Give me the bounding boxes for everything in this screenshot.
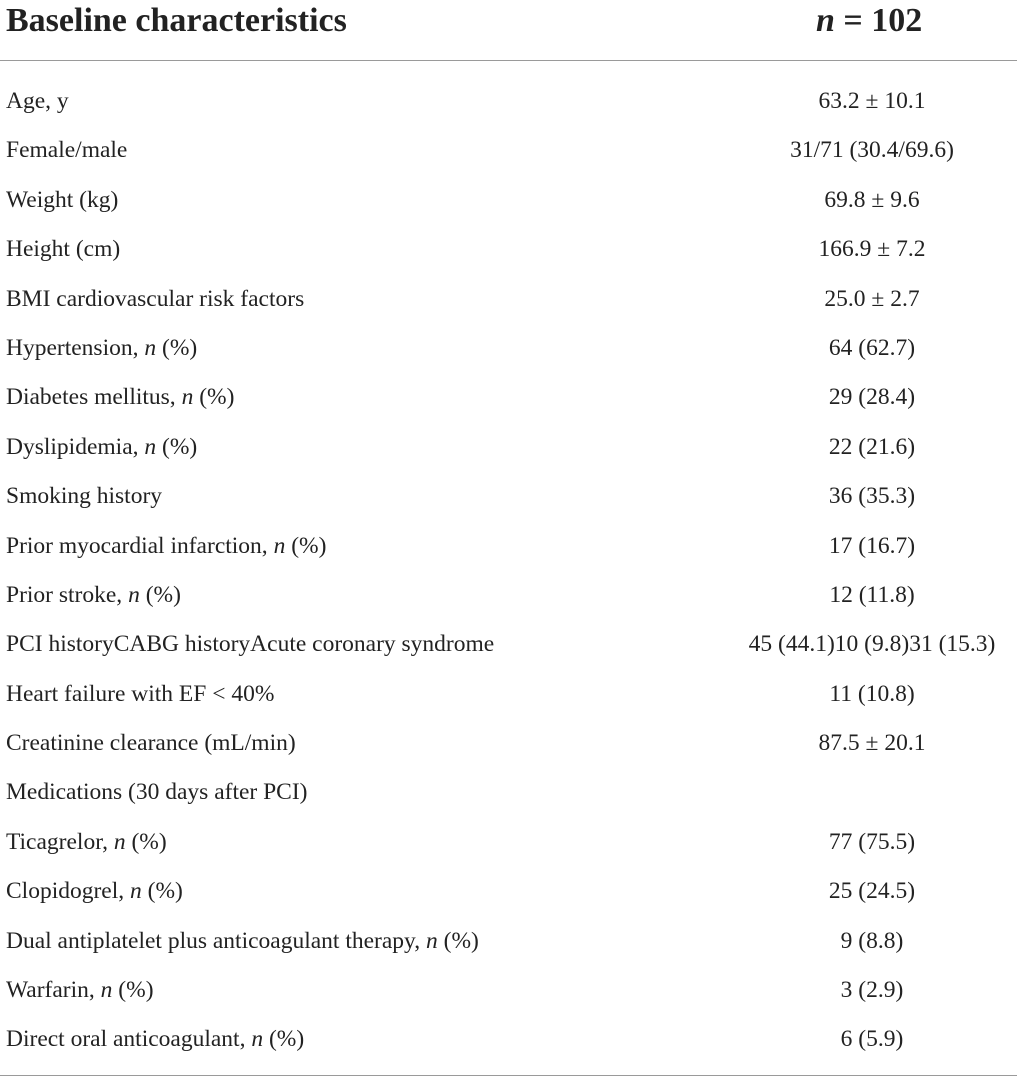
row-label-text: Dyslipidemia, <box>6 433 145 460</box>
row-label-n-symbol: n <box>144 334 157 361</box>
row-label <box>6 176 118 225</box>
row-label-suffix: (%) <box>125 828 167 855</box>
row-value: 9 (8.8) <box>840 927 904 954</box>
row-value: 63.2 ± 10.1 <box>818 88 926 114</box>
row-label-n-symbol: n <box>181 384 194 411</box>
row-value: 166.9 ± 7.2 <box>818 236 926 263</box>
n-symbol: n <box>816 2 835 39</box>
row-label <box>6 966 154 1015</box>
table-row <box>0 917 1017 966</box>
row-value: 31/71 (30.4/69.6) <box>790 137 954 164</box>
row-label <box>6 719 296 768</box>
table-row <box>0 670 1017 719</box>
row-label <box>6 522 326 571</box>
row-label <box>6 324 197 373</box>
row-label-text: Female/male <box>6 137 128 164</box>
table-row <box>0 571 1017 620</box>
row-value: 12 (11.8) <box>829 581 915 608</box>
row-label <box>6 225 120 274</box>
table-row <box>0 867 1017 916</box>
row-label <box>6 818 167 867</box>
column-header-characteristics: Baseline characteristics <box>6 2 347 39</box>
row-label-suffix: (%) <box>139 581 181 608</box>
table-row <box>0 423 1017 472</box>
table-row <box>0 126 1017 175</box>
row-value: 22 (21.6) <box>828 433 916 460</box>
row-value: 11 (10.8) <box>829 680 915 707</box>
row-label-suffix: (%) <box>141 878 183 905</box>
n-value: = 102 <box>843 2 923 39</box>
row-label-text: PCI historyCABG historyAcute coronary syndrome <box>6 631 495 658</box>
row-label <box>6 275 304 324</box>
row-value: 17 (16.7) <box>828 532 916 559</box>
table-row <box>0 818 1017 867</box>
row-label-text: Creatinine clearance (mL/min) <box>6 730 296 757</box>
row-value: 64 (62.7) <box>828 334 916 361</box>
row-label-text: Dual antiplatelet plus anticoagulant therapy, <box>6 927 427 954</box>
row-label-suffix: (%) <box>437 927 479 954</box>
footer-rule <box>0 1075 1017 1076</box>
row-label-text: Weight (kg) <box>6 186 119 213</box>
table-body <box>0 77 1017 1065</box>
table-row <box>0 472 1017 521</box>
table-row <box>0 1015 1017 1064</box>
row-label-text: Medications (30 days after PCI) <box>6 779 308 806</box>
row-label-suffix: (%) <box>112 977 154 1004</box>
header-rule <box>0 60 1017 61</box>
row-label <box>6 867 183 916</box>
row-value: 25 (24.5) <box>828 878 916 905</box>
row-label-suffix: (%) <box>156 334 198 361</box>
table-row <box>0 176 1017 225</box>
table-row <box>0 768 1017 817</box>
table-row <box>0 275 1017 324</box>
row-label-text: Warfarin, <box>6 977 101 1004</box>
row-label <box>6 1015 304 1064</box>
row-label-n-symbol: n <box>113 828 126 855</box>
row-label <box>6 126 127 175</box>
row-value: 87.5 ± 20.1 <box>818 730 926 757</box>
row-label-n-symbol: n <box>130 878 142 905</box>
row-label-text: Clopidogrel, <box>6 878 131 905</box>
row-label-text: Direct oral anticoagulant, <box>6 1026 252 1053</box>
row-label-n-symbol: n <box>100 977 113 1004</box>
row-label-suffix: (%) <box>193 384 235 411</box>
row-label-n-symbol: n <box>251 1026 264 1053</box>
table-row <box>0 620 1017 669</box>
table-row <box>0 522 1017 571</box>
row-label-n-symbol: n <box>144 433 157 460</box>
row-label-text: Heart failure with EF < 40% <box>6 680 275 707</box>
row-label-suffix: (%) <box>156 433 198 460</box>
row-label-n-symbol: n <box>273 532 286 559</box>
row-label-text: Prior myocardial infarction, <box>6 532 274 559</box>
row-label-n-symbol: n <box>128 581 140 608</box>
table-row <box>0 77 1017 126</box>
row-label <box>6 917 479 966</box>
row-label-text: Height (cm) <box>6 236 121 263</box>
row-value: 29 (28.4) <box>828 384 916 411</box>
row-label-text: BMI cardiovascular risk factors <box>6 285 305 312</box>
row-label <box>6 571 181 620</box>
column-header-n <box>816 0 922 42</box>
table-row <box>0 966 1017 1015</box>
row-value: 25.0 ± 2.7 <box>824 285 920 312</box>
row-label <box>6 670 274 719</box>
row-label-suffix: (%) <box>285 532 327 559</box>
table-header <box>0 0 1017 44</box>
row-label-text: Age, y <box>6 88 69 114</box>
row-label <box>6 620 494 669</box>
row-label-suffix: (%) <box>263 1026 305 1053</box>
row-value: 3 (2.9) <box>840 977 904 1004</box>
table-row <box>0 373 1017 422</box>
table-row <box>0 225 1017 274</box>
row-label-text: Prior stroke, <box>6 581 129 608</box>
row-label-text: Hypertension, <box>6 334 145 361</box>
table-row <box>0 719 1017 768</box>
row-value: 36 (35.3) <box>828 483 916 510</box>
row-label <box>6 768 308 817</box>
table-row <box>0 324 1017 373</box>
row-label <box>6 423 197 472</box>
row-label <box>6 373 234 422</box>
row-label <box>6 472 162 521</box>
row-value: 6 (5.9) <box>840 1026 904 1053</box>
row-value: 77 (75.5) <box>828 828 916 855</box>
row-label-text: Diabetes mellitus, <box>6 384 182 411</box>
row-value: 45 (44.1)10 (9.8)31 (15.3) <box>748 631 996 658</box>
row-value: 69.8 ± 9.6 <box>824 186 920 213</box>
row-label-text: Ticagrelor, <box>6 828 114 855</box>
row-label-n-symbol: n <box>426 927 438 954</box>
row-label <box>6 77 69 126</box>
row-label-text: Smoking history <box>6 483 163 510</box>
